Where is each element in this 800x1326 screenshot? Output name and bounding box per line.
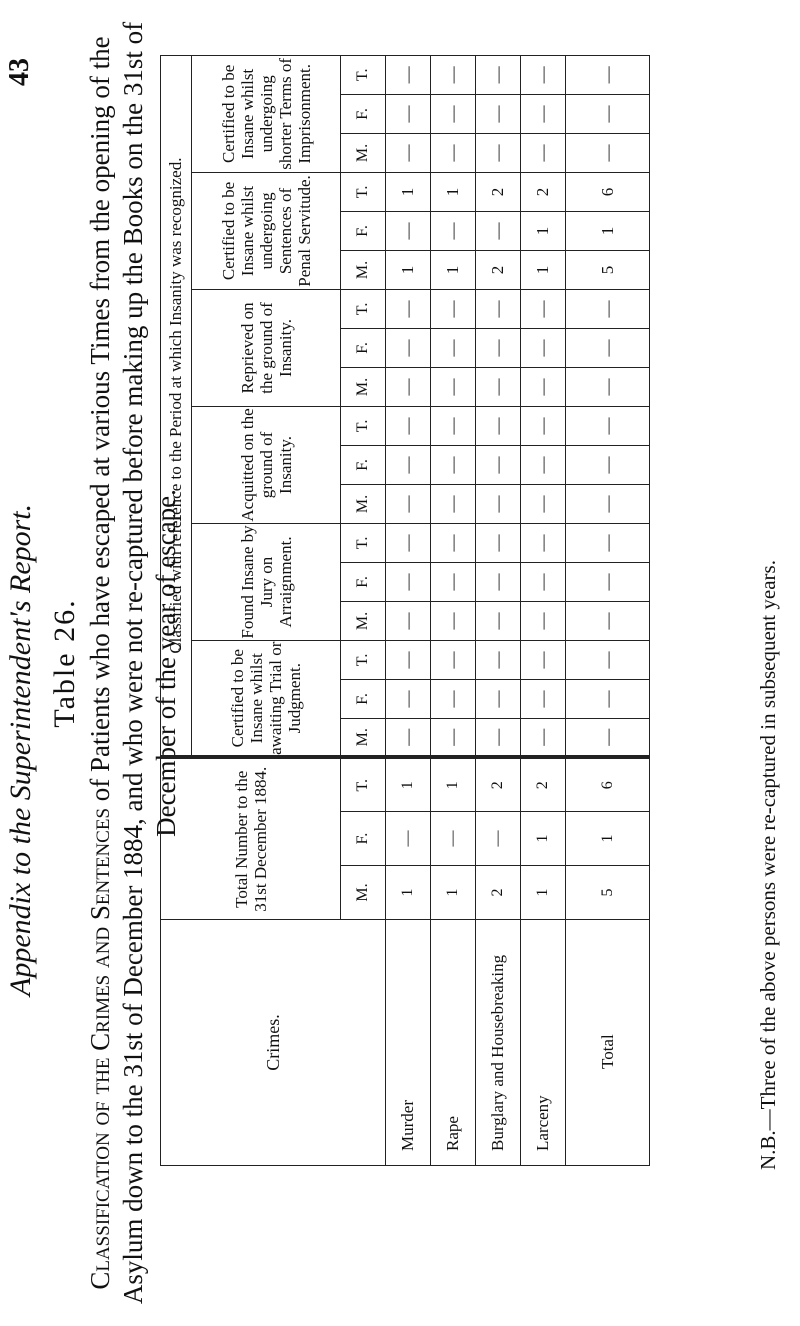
table-row xyxy=(386,55,431,1165)
sub-header: M. xyxy=(341,133,386,172)
value-cell: 5 xyxy=(566,250,650,289)
total-cell: 1 xyxy=(521,866,566,920)
value-cell: — xyxy=(476,94,521,133)
value-cell: — xyxy=(476,640,521,679)
crime-label: Burglary and Housebreaking xyxy=(476,920,521,1166)
value-cell: — xyxy=(386,562,431,601)
total-cell: 1 xyxy=(566,812,650,866)
sub-header: T. xyxy=(341,757,386,811)
value-cell: — xyxy=(431,367,476,406)
sub-header: M. xyxy=(341,601,386,640)
value-cell: — xyxy=(566,523,650,562)
sub-header: T. xyxy=(341,523,386,562)
total-cell: 2 xyxy=(476,757,521,811)
total-cell: 1 xyxy=(386,866,431,920)
value-cell: 1 xyxy=(431,250,476,289)
value-cell: — xyxy=(521,406,566,445)
value-cell: — xyxy=(476,289,521,328)
crime-label: Larceny xyxy=(521,920,566,1166)
value-cell: — xyxy=(566,328,650,367)
sub-header: T. xyxy=(341,406,386,445)
value-cell: — xyxy=(386,211,431,250)
group-header: Reprieved on the ground of Insanity. xyxy=(192,289,341,406)
value-cell: — xyxy=(566,94,650,133)
footnote: N.B.—Three of the above persons were re-captured in subsequent years. xyxy=(756,560,780,1170)
value-cell: — xyxy=(431,133,476,172)
value-cell: 2 xyxy=(521,172,566,211)
total-cell: — xyxy=(386,812,431,866)
value-cell: — xyxy=(521,133,566,172)
sub-header: F. xyxy=(341,211,386,250)
group-header: Acquitted on the ground of Insanity. xyxy=(192,406,341,523)
value-cell: — xyxy=(521,484,566,523)
value-cell: — xyxy=(386,367,431,406)
value-cell: 1 xyxy=(431,172,476,211)
value-cell: 1 xyxy=(386,172,431,211)
value-cell: — xyxy=(431,601,476,640)
value-cell: — xyxy=(521,562,566,601)
table-row xyxy=(566,55,650,1165)
value-cell: — xyxy=(566,289,650,328)
sub-header: T. xyxy=(341,640,386,679)
value-cell: — xyxy=(431,211,476,250)
value-cell: — xyxy=(521,718,566,757)
value-cell: — xyxy=(386,718,431,757)
crimes-table xyxy=(160,55,650,1166)
sub-header: T. xyxy=(341,289,386,328)
value-cell: — xyxy=(431,718,476,757)
caption-rest: of Patients who have escaped at various Times from the opening of the Asylum down to the 31st of December 1884, and who were not re-captured before making up the Books on the 31st of December of the year of escape. xyxy=(85,21,181,1305)
value-cell: — xyxy=(476,406,521,445)
table-label: Table 26. xyxy=(48,598,81,728)
crime-label: Murder xyxy=(386,920,431,1166)
value-cell: — xyxy=(521,445,566,484)
caption-prefix: Classification of the Crimes and Sentences xyxy=(85,807,115,1290)
value-cell: — xyxy=(566,679,650,718)
sub-header: M. xyxy=(341,367,386,406)
value-cell: 1 xyxy=(386,250,431,289)
sub-header: M. xyxy=(341,866,386,920)
value-cell: — xyxy=(566,601,650,640)
table-row xyxy=(431,55,476,1165)
classified-header: Classified with reference to the Period at which Insanity was recognized. xyxy=(161,55,192,757)
value-cell: — xyxy=(431,289,476,328)
value-cell: — xyxy=(386,133,431,172)
total-cell: 1 xyxy=(386,757,431,811)
value-cell: — xyxy=(521,523,566,562)
group-header: Certified to be Insane whilst undergoing shorter Terms of Imprisonment. xyxy=(192,55,341,172)
total-header: Total Number to the 31st December 1884. xyxy=(161,757,341,919)
value-cell: — xyxy=(521,55,566,94)
value-cell: — xyxy=(431,406,476,445)
value-cell: — xyxy=(476,484,521,523)
value-cell: — xyxy=(386,94,431,133)
value-cell: — xyxy=(476,328,521,367)
value-cell: — xyxy=(431,523,476,562)
group-header: Certified to be Insane whilst awaiting Trial or Judgment. xyxy=(192,640,341,757)
value-cell: — xyxy=(566,55,650,94)
total-cell: 2 xyxy=(521,757,566,811)
value-cell: — xyxy=(431,484,476,523)
value-cell: — xyxy=(476,211,521,250)
value-cell: — xyxy=(521,601,566,640)
value-cell: — xyxy=(386,601,431,640)
value-cell: — xyxy=(431,94,476,133)
value-cell: — xyxy=(386,55,431,94)
value-cell: — xyxy=(521,640,566,679)
value-cell: — xyxy=(386,484,431,523)
table-row xyxy=(476,55,521,1165)
value-cell: — xyxy=(386,445,431,484)
crime-label: Rape xyxy=(431,920,476,1166)
sub-header: F. xyxy=(341,445,386,484)
value-cell: — xyxy=(476,562,521,601)
value-cell: — xyxy=(386,679,431,718)
total-cell: 1 xyxy=(431,866,476,920)
total-cell: 2 xyxy=(476,866,521,920)
sub-header: M. xyxy=(341,250,386,289)
group-header: Certified to be Insane whilst undergoing Sentences of Penal Servitude. xyxy=(192,172,341,289)
value-cell: — xyxy=(431,55,476,94)
value-cell: — xyxy=(476,367,521,406)
value-cell: — xyxy=(521,679,566,718)
total-cell: 5 xyxy=(566,866,650,920)
value-cell: 6 xyxy=(566,172,650,211)
value-cell: — xyxy=(566,718,650,757)
page-number: 43 xyxy=(4,58,35,86)
group-header: Found Insane by Jury on Arraignment. xyxy=(192,523,341,640)
value-cell: — xyxy=(431,679,476,718)
sub-header: M. xyxy=(341,484,386,523)
value-cell: — xyxy=(476,679,521,718)
value-cell: 2 xyxy=(476,172,521,211)
total-cell: 1 xyxy=(521,812,566,866)
sub-header: F. xyxy=(341,812,386,866)
value-cell: 2 xyxy=(476,250,521,289)
value-cell: — xyxy=(386,523,431,562)
value-cell: — xyxy=(476,718,521,757)
value-cell: — xyxy=(431,328,476,367)
value-cell: — xyxy=(476,133,521,172)
value-cell: — xyxy=(386,289,431,328)
value-cell: — xyxy=(431,445,476,484)
value-cell: — xyxy=(566,133,650,172)
value-cell: — xyxy=(521,367,566,406)
total-cell: 1 xyxy=(431,757,476,811)
value-cell: — xyxy=(386,406,431,445)
value-cell: — xyxy=(566,562,650,601)
value-cell: — xyxy=(476,445,521,484)
sub-header: M. xyxy=(341,718,386,757)
total-cell: — xyxy=(476,812,521,866)
page-header xyxy=(0,0,46,1326)
value-cell: — xyxy=(566,445,650,484)
value-cell: — xyxy=(566,640,650,679)
sub-header: F. xyxy=(341,328,386,367)
value-cell: — xyxy=(566,484,650,523)
value-cell: — xyxy=(566,367,650,406)
table-body xyxy=(386,55,650,1165)
crimes-header: Crimes. xyxy=(161,920,386,1166)
sub-header: F. xyxy=(341,679,386,718)
value-cell: — xyxy=(521,328,566,367)
value-cell: — xyxy=(521,94,566,133)
total-cell: 6 xyxy=(566,757,650,811)
sub-header: F. xyxy=(341,562,386,601)
value-cell: — xyxy=(566,406,650,445)
sub-header: T. xyxy=(341,172,386,211)
value-cell: — xyxy=(386,328,431,367)
crime-label: Total xyxy=(566,920,650,1166)
value-cell: — xyxy=(431,562,476,601)
total-cell: — xyxy=(431,812,476,866)
running-title: Appendix to the Superintendent's Report. xyxy=(4,503,37,996)
sub-header: F. xyxy=(341,94,386,133)
table-row xyxy=(521,55,566,1165)
value-cell: — xyxy=(476,523,521,562)
value-cell: — xyxy=(521,289,566,328)
value-cell: — xyxy=(386,640,431,679)
value-cell: — xyxy=(476,601,521,640)
value-cell: — xyxy=(476,55,521,94)
value-cell: 1 xyxy=(566,211,650,250)
value-cell: — xyxy=(431,640,476,679)
value-cell: 1 xyxy=(521,211,566,250)
value-cell: 1 xyxy=(521,250,566,289)
sub-header: T. xyxy=(341,55,386,94)
